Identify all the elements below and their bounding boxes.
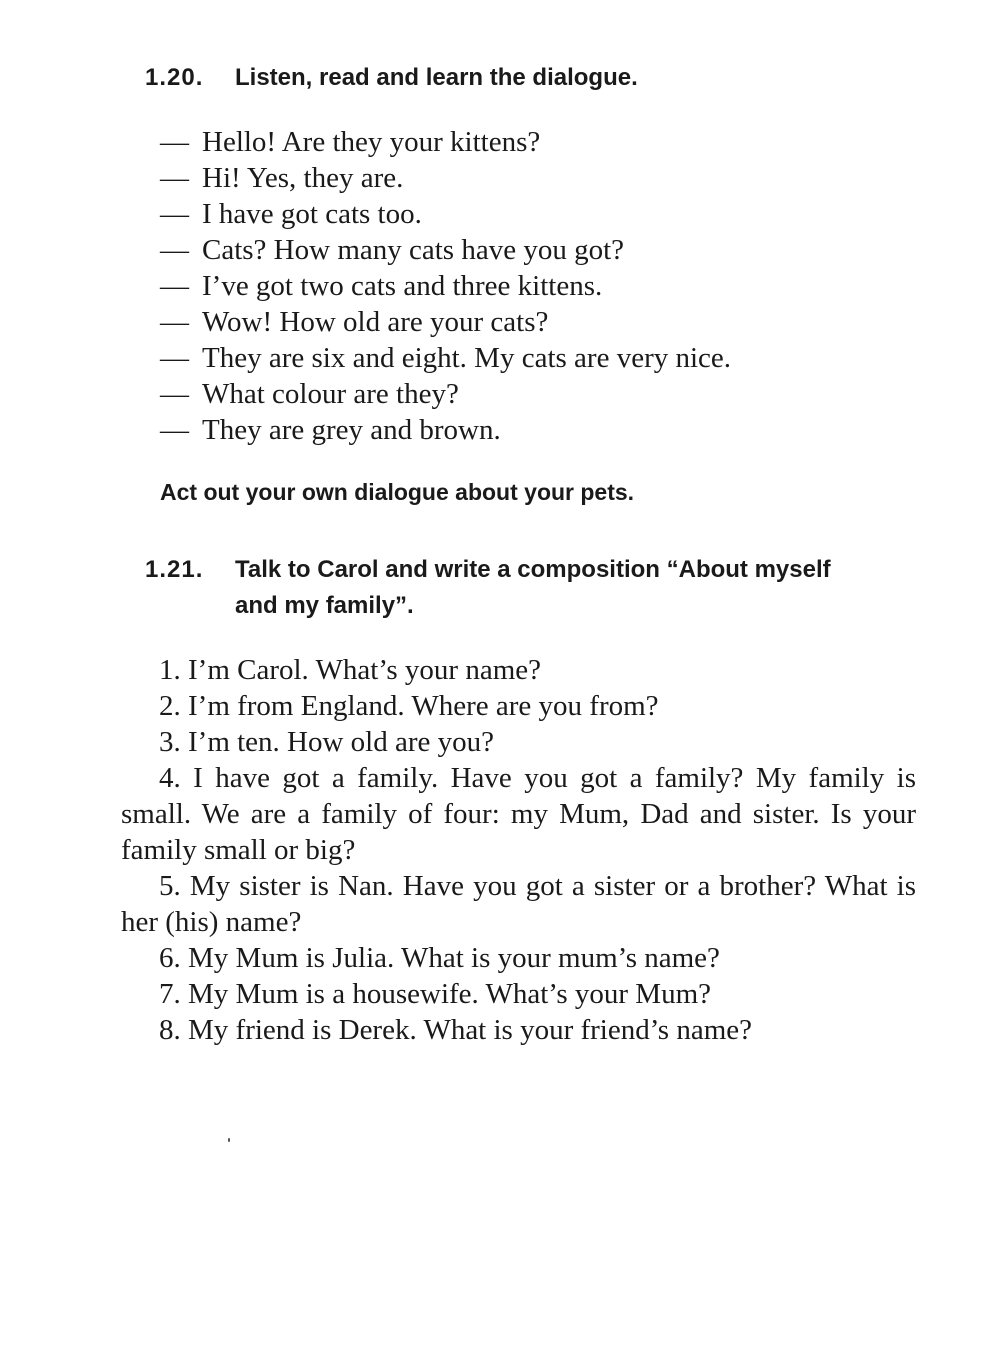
dash: — (160, 270, 189, 302)
dialogue-line (160, 160, 403, 196)
exercise-1-21-heading (145, 552, 831, 588)
dialogue-line (160, 124, 540, 160)
dialogue-line (160, 268, 602, 304)
dash: — (160, 198, 189, 230)
task-instruction: Act out your own dialogue about your pets. (160, 479, 635, 505)
dash: — (160, 234, 189, 266)
scan-speck (228, 1138, 230, 1142)
dialogue-text: Wow! How old are your cats? (202, 306, 549, 338)
exercise-title-line-1: Talk to Carol and write a composition “About myself (235, 556, 831, 583)
exercise-title-line-2: and my family”. (235, 592, 414, 619)
dialogue-line (160, 340, 731, 376)
dialogue-text: Cats? How many cats have you got? (202, 234, 625, 266)
exercise-1-21-heading-continued (235, 588, 414, 624)
dialogue-text: Hello! Are they your kittens? (202, 126, 541, 158)
dialogue-line (160, 376, 459, 412)
list-item: 6. My Mum is Julia. What is your mum’s name? (159, 942, 720, 974)
list-item: 7. My Mum is a housewife. What’s your Mum? (159, 978, 712, 1010)
exercise-title: Listen, read and learn the dialogue. (235, 64, 638, 91)
dialogue-text: What colour are they? (202, 378, 459, 410)
dialogue-text: They are six and eight. My cats are very nice. (202, 342, 732, 374)
dash: — (160, 126, 189, 158)
list-item: 5. My sister is Nan. Have you got a sister or a brother? What is her (his) name? (121, 870, 916, 938)
dialogue-text: Hi! Yes, they are. (202, 162, 404, 194)
dash: — (160, 162, 189, 194)
list-item: 3. I’m ten. How old are you? (159, 726, 495, 758)
dash: — (160, 378, 189, 410)
dialogue-text: I’ve got two cats and three kittens. (202, 270, 603, 302)
exercise-number: 1.21. (145, 556, 204, 583)
dash: — (160, 414, 189, 446)
list-item: 1. I’m Carol. What’s your name? (159, 654, 541, 686)
dash: — (160, 306, 189, 338)
list-item: 2. I’m from England. Where are you from? (159, 690, 659, 722)
dash: — (160, 342, 189, 374)
list-item: 4. I have got a family. Have you got a family? My family is small. We are a family of four: my Mum, Dad and sister. Is your family small or big? (121, 762, 916, 866)
dialogue-line (160, 232, 624, 268)
dialogue-line (160, 412, 501, 448)
exercise-number: 1.20. (145, 64, 204, 91)
dialogue-line (160, 304, 548, 340)
dialogue-line (160, 196, 422, 232)
dialogue-text: They are grey and brown. (202, 414, 501, 446)
list-item: 8. My friend is Derek. What is your friend’s name? (159, 1014, 752, 1046)
exercise-1-20-heading (145, 60, 638, 96)
dialogue-text: I have got cats too. (202, 198, 422, 230)
